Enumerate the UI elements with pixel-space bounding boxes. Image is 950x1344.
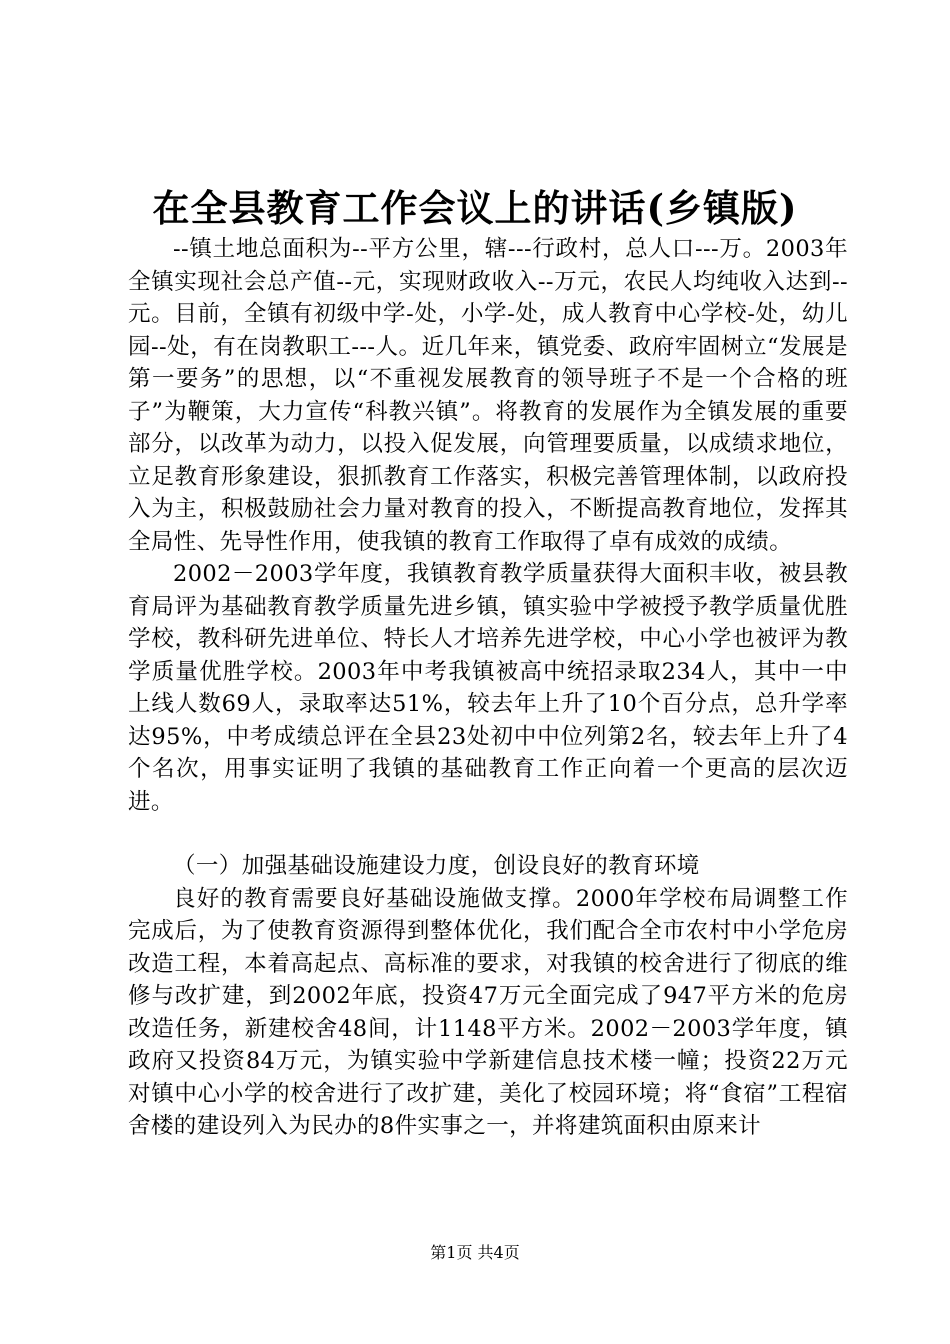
paragraph-infrastructure: 良好的教育需要良好基础设施做支撑。2000年学校布局调整工作完成后，为了使教育资源得到整体优化，我们配合全市农村中小学危房改造工程，本着高起点、高标准的要求，对我镇的校舍进行了彻底的维修与改扩建，到2002年底，投资47万元全面完成了947平方米的危房改造任务，新建校舍48间，计1148平方米。2002－2003学年度，镇政府又投资84万元，为镇实验中学新建信息技术楼一幢；投资22万元对镇中心小学的校舍进行了改扩建，美化了校园环境；将“食宿”工程宿舍楼的建设列入为民办的8件实事之一，并将建筑面积由原来计: [128, 885, 848, 1139]
document-body: [128, 233, 848, 1143]
paragraph-achievements: 2002－2003学年度，我镇教育教学质量获得大面积丰收，被县教育局评为基础教育教学质量先进乡镇，镇实验中学被授予教学质量优胜学校，教科研先进单位、特长人才培养先进学校，中心小学也被评为教学质量优胜学校。2003年中考我镇被高中统招录取234人，其中一中上线人数69人，录取率达51%，较去年上升了10个百分点，总升学率达95%，中考成绩总评在全县23处初中中位列第2名，较去年上升了4个名次，用事实证明了我镇的基础教育工作正向着一个更高的层次迈进。: [128, 561, 848, 815]
paragraph-overview: --镇土地总面积为--平方公里，辖---行政村，总人口---万。2003年全镇实现社会总产值--元，实现财政收入--万元，农民人均纯收入达到--元。目前，全镇有初级中学-处，小学-处，成人教育中心学校-处，幼儿园--处，有在岗教职工---人。近几年来，镇党委、政府牢固树立“发展是第一要务”的思想，以“不重视发展教育的领导班子不是一个合格的班子”为鞭策，大力宣传“科教兴镇”。将教育的发展作为全镇发展的重要部分，以改革为动力，以投入促发展，向管理要质量，以成绩求地位，立足教育形象建设，狠抓教育工作落实，积极完善管理体制，以政府投入为主，积极鼓励社会力量对教育的投入，不断提高教育地位，发挥其全局性、先导性作用，使我镇的教育工作取得了卓有成效的成绩。: [128, 236, 848, 555]
page-footer: 第1页 共4页: [430, 1243, 520, 1262]
section-heading: （一）加强基础设施建设力度，创设良好的教育环境: [173, 853, 700, 879]
paragraph-spacer: [128, 818, 848, 850]
document-title: 在全县教育工作会议上的讲话(乡镇版): [152, 186, 798, 230]
